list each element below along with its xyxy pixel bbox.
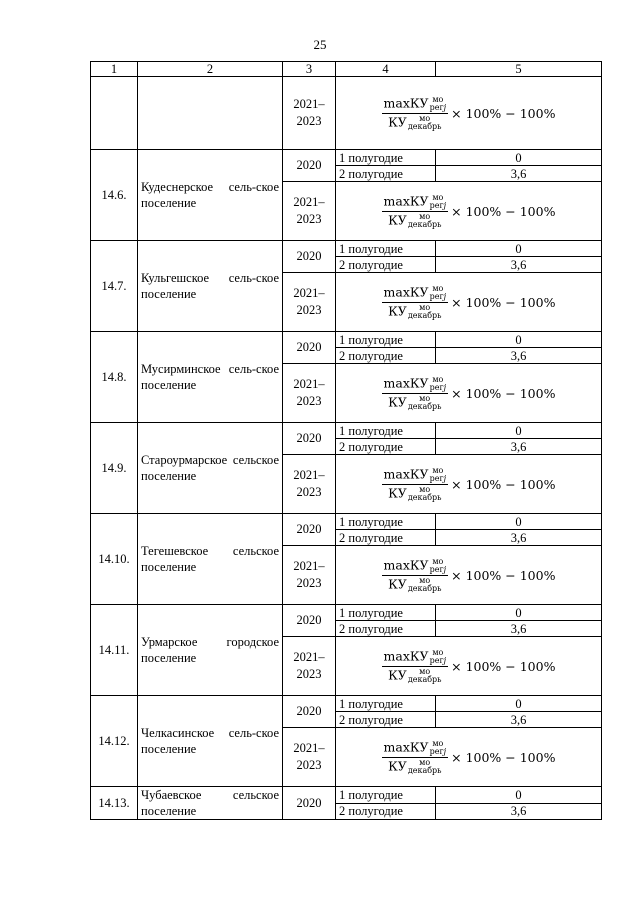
half-year-value: 3,6	[436, 621, 602, 637]
formula-denominator: КУ мо декабрь	[388, 484, 442, 502]
row-name: Кудеснерское сель-ское поселение	[138, 150, 283, 241]
half-year-label: 1 полугодие	[336, 150, 436, 166]
formula-denominator: КУ мо декабрь	[388, 666, 442, 684]
half-year-label: 2 полугодие	[336, 621, 436, 637]
table-row	[91, 514, 602, 530]
row-years: 2021–2023	[283, 273, 336, 332]
page-number: 25	[313, 37, 327, 52]
row-name: Кульгешское сель-ское поселение	[138, 241, 283, 332]
row-year: 2020	[283, 605, 336, 637]
formula-cell	[336, 637, 602, 696]
half-year-value: 0	[436, 696, 602, 712]
formula-denominator: КУ мо декабрь	[388, 302, 442, 320]
row-number	[91, 77, 138, 150]
table-row	[91, 423, 602, 439]
half-year-label: 2 полугодие	[336, 348, 436, 364]
column-header: 3	[283, 62, 336, 77]
row-years: 2021–2023	[283, 364, 336, 423]
formula-denominator: КУ мо декабрь	[388, 211, 442, 229]
half-year-label: 2 полугодие	[336, 166, 436, 182]
row-number: 14.7.	[91, 241, 138, 332]
formula-fraction	[382, 649, 449, 684]
column-header: 5	[436, 62, 602, 77]
half-year-label: 1 полугодие	[336, 696, 436, 712]
formula-fraction	[382, 376, 449, 411]
formula-tail: × 100% − 100%	[451, 385, 556, 401]
row-number: 14.9.	[91, 423, 138, 514]
row-year: 2020	[283, 150, 336, 182]
half-year-label: 1 полугодие	[336, 241, 436, 257]
half-year-value: 3,6	[436, 257, 602, 273]
row-years: 2021–2023	[283, 637, 336, 696]
row-number: 14.12.	[91, 696, 138, 787]
formula-numerator: maxКУ мо регj	[383, 738, 447, 756]
row-name: Староурмарское сельское поселение	[138, 423, 283, 514]
formula-cell	[336, 546, 602, 605]
formula-fraction	[382, 194, 449, 229]
table-row	[91, 150, 602, 166]
row-number: 14.13.	[91, 787, 138, 820]
half-year-label: 2 полугодие	[336, 530, 436, 546]
column-header: 4	[336, 62, 436, 77]
formula-denominator: КУ мо декабрь	[388, 393, 442, 411]
half-year-value: 0	[436, 514, 602, 530]
half-year-value: 3,6	[436, 439, 602, 455]
table-row	[91, 241, 602, 257]
half-year-value: 0	[436, 332, 602, 348]
row-number: 14.6.	[91, 150, 138, 241]
row-year: 2020	[283, 514, 336, 546]
formula-tail: × 100% − 100%	[451, 476, 556, 492]
formula-fraction	[382, 467, 449, 502]
half-year-value: 0	[436, 241, 602, 257]
formula	[382, 467, 556, 502]
row-name: Челкасинское сель-ское поселение	[138, 696, 283, 787]
row-years: 2021–2023	[283, 182, 336, 241]
row-name: Чубаевское сельское поселение	[138, 787, 283, 820]
formula-cell	[336, 273, 602, 332]
formula-denominator: КУ мо декабрь	[388, 575, 442, 593]
row-number: 14.10.	[91, 514, 138, 605]
formula-numerator: maxКУ мо регj	[383, 283, 447, 301]
half-year-value: 3,6	[436, 803, 602, 820]
row-name	[138, 77, 283, 150]
formula-tail: × 100% − 100%	[451, 105, 556, 121]
table-header-row	[91, 62, 602, 77]
row-name: Мусирминское сель-ское поселение	[138, 332, 283, 423]
formula-numerator: maxКУ мо регj	[383, 192, 447, 210]
formula-fraction	[382, 558, 449, 593]
row-years: 2021–2023	[283, 728, 336, 787]
data-table	[90, 61, 602, 820]
half-year-value: 0	[436, 605, 602, 621]
formula-numerator: maxКУ мо регj	[383, 647, 447, 665]
half-year-value: 0	[436, 423, 602, 439]
formula-tail: × 100% − 100%	[451, 567, 556, 583]
formula-cell	[336, 182, 602, 241]
formula-denominator: КУ мо декабрь	[388, 757, 442, 775]
half-year-label: 2 полугодие	[336, 803, 436, 820]
row-years: 2021–2023	[283, 455, 336, 514]
formula-numerator: maxКУ мо регj	[383, 556, 447, 574]
row-year: 2020	[283, 696, 336, 728]
half-year-label: 2 полугодие	[336, 712, 436, 728]
half-year-label: 2 полугодие	[336, 439, 436, 455]
formula	[382, 96, 556, 131]
half-year-label: 1 полугодие	[336, 605, 436, 621]
half-year-value: 3,6	[436, 712, 602, 728]
formula	[382, 649, 556, 684]
row-years: 2021– 2023	[283, 77, 336, 150]
half-year-value: 3,6	[436, 166, 602, 182]
formula-tail: × 100% − 100%	[451, 749, 556, 765]
formula	[382, 740, 556, 775]
formula	[382, 558, 556, 593]
half-year-label: 1 полугодие	[336, 423, 436, 439]
table-row	[91, 787, 602, 804]
row-years: 2021–2023	[283, 546, 336, 605]
row-year: 2020	[283, 787, 336, 820]
table-row	[91, 77, 602, 150]
half-year-value: 0	[436, 150, 602, 166]
column-header: 1	[91, 62, 138, 77]
formula-numerator: maxКУ мо регj	[383, 465, 447, 483]
half-year-label: 1 полугодие	[336, 332, 436, 348]
row-year: 2020	[283, 332, 336, 364]
formula	[382, 285, 556, 320]
half-year-value: 0	[436, 787, 602, 804]
formula-fraction	[382, 285, 449, 320]
formula-cell	[336, 77, 602, 150]
formula-fraction	[382, 740, 449, 775]
half-year-value: 3,6	[436, 530, 602, 546]
half-year-label: 2 полугодие	[336, 257, 436, 273]
formula-numerator: maxКУ мо регj	[383, 374, 447, 392]
row-year: 2020	[283, 423, 336, 455]
row-name: Тегешевское сельское поселение	[138, 514, 283, 605]
formula-tail: × 100% − 100%	[451, 294, 556, 310]
formula-numerator: maxКУ мо регj	[383, 94, 447, 112]
column-header: 2	[138, 62, 283, 77]
formula-denominator: КУ мо декабрь	[388, 113, 442, 131]
formula-tail: × 100% − 100%	[451, 203, 556, 219]
table-row	[91, 696, 602, 712]
half-year-value: 3,6	[436, 348, 602, 364]
formula-tail: × 100% − 100%	[451, 658, 556, 674]
row-number: 14.11.	[91, 605, 138, 696]
formula	[382, 194, 556, 229]
row-number: 14.8.	[91, 332, 138, 423]
formula-cell	[336, 364, 602, 423]
table-row	[91, 332, 602, 348]
formula	[382, 376, 556, 411]
formula-cell	[336, 455, 602, 514]
table-row	[91, 605, 602, 621]
half-year-label: 1 полугодие	[336, 787, 436, 804]
formula-fraction	[382, 96, 449, 131]
half-year-label: 1 полугодие	[336, 514, 436, 530]
row-year: 2020	[283, 241, 336, 273]
formula-cell	[336, 728, 602, 787]
row-name: Урмарское городское поселение	[138, 605, 283, 696]
